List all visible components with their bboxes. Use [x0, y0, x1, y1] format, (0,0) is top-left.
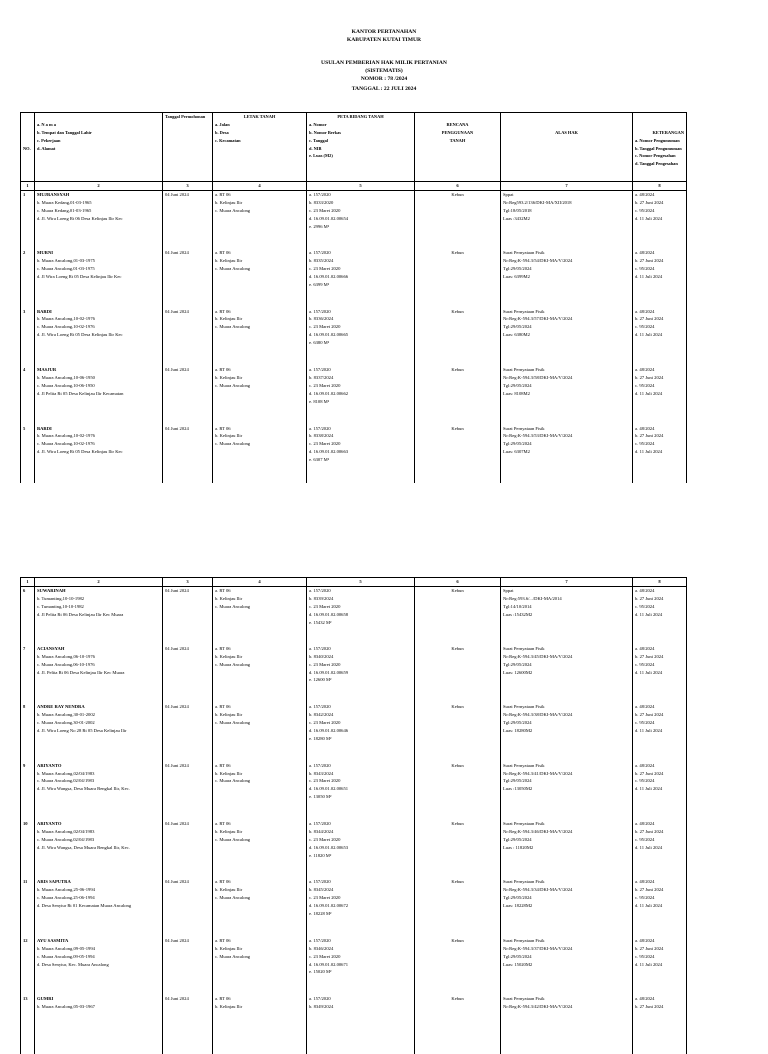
- notes-cell: a. 48/2024 b. 27 Juni 2024: [633, 995, 687, 1053]
- document-date: TANGGAL : 22 JULI 2024: [351, 86, 417, 92]
- table-row: [21, 703, 687, 761]
- table-row: [21, 587, 687, 645]
- request-date-cell: 04 Juni 2024: [163, 937, 213, 995]
- basis-cell: Surat Pernyataan Fisik Nr:Reg:K-594.3/34/DKI-MA/V/2024 Tgl:29/05/2024 Luas: 18228M2: [501, 878, 633, 936]
- proposal-table-page-1: [20, 112, 687, 483]
- table-row: [21, 425, 687, 484]
- row-number: 9: [21, 762, 35, 820]
- map-cell: a. 157/2020 b. 8335/2024 c. 23 Maret 2020 d. 16.09.01.02.00666 e. 6399 M²: [307, 249, 415, 308]
- column-number: 2: [35, 578, 163, 587]
- planned-use-cell: Kebun: [415, 703, 501, 761]
- col-request-date-header: Tanggal Permohonan: [163, 113, 213, 182]
- applicant-cell: GUMRI b. Muara Ancalong,05-03-1967: [35, 995, 163, 1053]
- proposal-table-page-2: [20, 577, 687, 1054]
- request-date-cell: 04 Juni 2024: [163, 878, 213, 936]
- notes-cell: a. 48/2024 b. 27 Juni 2024 c. 95/2024 d. 11 Juli 2024: [633, 878, 687, 936]
- applicant-name: ARIYANTO: [37, 821, 62, 827]
- table-row: [21, 366, 687, 425]
- table-row: [21, 995, 687, 1053]
- request-date-cell: 04 Juni 2024: [163, 645, 213, 703]
- applicant-cell: ANDRE RAY NENDRA b. Muara Ancalong,30-01-2002 c. Muara Ancalong,30-01-2002 d. Jl. Wira Loeng No 28 Rt 05 Desa Kelinjau Ilir: [35, 703, 163, 761]
- col-applicant-header: a. N a m a b. Tempat dan Tanggal Lahir c. Pekerjaan d. Alamat: [35, 113, 163, 182]
- column-number: 3: [163, 578, 213, 587]
- planned-use-cell: Kebun: [415, 995, 501, 1053]
- column-number: 6: [415, 182, 501, 191]
- row-number: 3: [21, 308, 35, 367]
- planned-use-cell: Kebun: [415, 425, 501, 484]
- basis-cell: Surat Pernyataan Fisik Nr:Reg:K-594.3/38/DKI-MA/V/2024 Tgl:29/05/2024 Luas: 18280M2: [501, 703, 633, 761]
- location-cell: a. RT 06 b. Kelinjau Ilir c. Muara Ancalong: [213, 820, 307, 878]
- applicant-name: AYU SASMITA: [37, 937, 69, 943]
- notes-cell: a. 48/2024 b. 27 Juni 2024 c. 95/2024 d. 11 Juli 2024: [633, 937, 687, 995]
- map-cell: a. 157/2020 b. 8346/2024 c. 23 Maret 2020 d. 16.09.01.02.00671 e. 15020 M²: [307, 937, 415, 995]
- row-number: 7: [21, 645, 35, 703]
- row-number: 1: [21, 191, 35, 250]
- column-number: 1: [21, 578, 35, 587]
- applicant-name: MURNI: [37, 250, 54, 255]
- table-row: [21, 249, 687, 308]
- table-row: [21, 937, 687, 995]
- column-number: 7: [501, 182, 633, 191]
- planned-use-cell: Kebun: [415, 308, 501, 367]
- column-number: 4: [213, 182, 307, 191]
- basis-cell: Surat Pernyataan Fisik Nr:Reg:K-594.3/37/DKI-MA/V/2024 Tgl:29/05/2024 Luas: 15020M2: [501, 937, 633, 995]
- table-row: [21, 308, 687, 367]
- applicant-name: BARDI: [37, 308, 52, 314]
- column-number-row: [21, 578, 687, 587]
- table-row: [21, 820, 687, 878]
- applicant-cell: ARIS SAPUTRA b. Muara Ancalong,25-06-1994 c. Muara Ancalong,25-06-1994 d. Desa Senyiur Rt 01 Kecamatan Muara Ancalong: [35, 878, 163, 936]
- notes-cell: a. 48/2024 b. 27 Juni 2024 c. 95/2024 d. 11 Juli 2024: [633, 703, 687, 761]
- request-date-cell: 04 Juni 2024: [163, 308, 213, 367]
- applicant-name: SUWARINAH: [37, 588, 66, 593]
- planned-use-cell: Kebun: [415, 587, 501, 645]
- applicant-cell: MASJUR b. Muara Ancalong,10-06-1950 c. Muara Ancalong,10-06-1950 d. Jl Pelita Rt 05 Desa Kelinjau Ilir Kecamatan: [35, 366, 163, 425]
- document-title: USULAN PEMBERIAN HAK MILIK PERTANIAN: [321, 60, 447, 66]
- office-name: KANTOR PERTANAHAN: [351, 29, 417, 35]
- col-planned-use-header: RENCANA PENGGUNAAN TANAH: [415, 113, 501, 182]
- planned-use-cell: Kebun: [415, 820, 501, 878]
- map-cell: a. 157/2020 b. 8344/2024 c. 23 Maret 2020 d. 16.09.01.02.00653 e. 11820 M²: [307, 820, 415, 878]
- column-number: 1: [21, 182, 35, 191]
- notes-cell: a. 48/2024 b. 27 Juni 2024 c. 95/2024 d. 11 Juli 2024: [633, 366, 687, 425]
- table-row: [21, 191, 687, 250]
- basis-cell: Surat Pernyataan Fisik Nr:Reg:K-594.3/42/DKI-MA/V/2024: [501, 995, 633, 1053]
- request-date-cell: 04 Juni 2024: [163, 191, 213, 250]
- planned-use-cell: Kebun: [415, 191, 501, 250]
- location-cell: a. RT 06 b. Kelinjau Ilir c. Muara Ancalong: [213, 308, 307, 367]
- planned-use-cell: Kebun: [415, 249, 501, 308]
- col-notes-header: KETERANGAN a. Nomor Pengumuman b. Tanggal Pengumuman c. Nomor Pengesahan d. Tanggal Pengesahan: [633, 113, 687, 182]
- row-number: 4: [21, 366, 35, 425]
- table-row: [21, 762, 687, 820]
- location-cell: a. RT 06 b. Kelinjau Ilir c. Muara Ancalong: [213, 587, 307, 645]
- document-subtitle: (SISTEMATIS): [365, 68, 403, 74]
- col-location-header: LETAK TANAH a. Jalan b. Desa c. Kecamatan: [213, 113, 307, 182]
- applicant-cell: AYU SASMITA b. Muara Ancalong,09-05-1994 c. Muara Ancalong,09-05-1994 d. Desa Senyiur, Kec. Muara Ancalong: [35, 937, 163, 995]
- row-number: 2: [21, 249, 35, 308]
- location-cell: a. RT 06 b. Kelinjau Ilir c. Muara Ancalong: [213, 249, 307, 308]
- planned-use-cell: Kebun: [415, 645, 501, 703]
- basis-cell: Surat Pernyataan Fisik Nr:Reg:K-594.3/57/DKI-MA/V/2024 Tgl:29/05/2024 Luas: 6380M2: [501, 308, 633, 367]
- column-number: 7: [501, 578, 633, 587]
- map-cell: a. 157/2020 b. 8345/2024 c. 23 Maret 2020 d. 16.09.01.02.00672 e. 18228 M²: [307, 878, 415, 936]
- notes-cell: a. 48/2024 b. 27 Juni 2024 c. 95/2024 d. 11 Juli 2024: [633, 820, 687, 878]
- applicant-cell: ARIYANTO b. Muara Ancalong,02/04/1983 c. Muara Ancalong,02/04/1983 d. Jl. Wira Wangsa, Desa Muara Bengkal Ilir, Kec.: [35, 820, 163, 878]
- location-cell: a. RT 06 b. Kelinjau Ilir c. Muara Ancalong: [213, 366, 307, 425]
- map-cell: a. 157/2020 b. 8338/2024 c. 23 Maret 2020 d. 16.09.01.02.00663 e. 6307 M²: [307, 425, 415, 484]
- row-number: 6: [21, 587, 35, 645]
- map-cell: a. 157/2020 b. 8343/2024 c. 23 Maret 2020 d. 16.09.01.02.00651 e. 13050 M²: [307, 762, 415, 820]
- applicant-cell: ARIYANTO b. Muara Ancalong,02/04/1983 c. Muara Ancalong,02/04/1983 d. Jl. Wira Wangsa, Desa Muara Bengkal Ilir, Kec.: [35, 762, 163, 820]
- applicant-name: ACIANSYAH: [37, 645, 65, 651]
- basis-cell: Surat Pernyataan Fisik Nr:Reg:K-594.3/54/DKI-MA/V/2024 Tgl:29/05/2024 Luas: 6399M2: [501, 249, 633, 308]
- basis-cell: Surat Pernyataan Fisik Nr:Reg:K-594.3/41/DKI-MA/V/2024 Tgl:29/05/2024 Luas :13050M2: [501, 762, 633, 820]
- request-date-cell: 04 Juni 2024: [163, 425, 213, 484]
- applicant-name: ARIS SAPUTRA: [37, 879, 71, 885]
- basis-cell: Sppat Nr:Reg593.2/136/DKI-MA/XII/2018 Tgl:18/05/2018 Luas :3432M2: [501, 191, 633, 250]
- basis-cell: Surat Pernyataan Fisik Nr:Reg:K-594.3/45/DKI-MA/V/2024 Tgl:29/05/2024 Luas: 12600M2: [501, 645, 633, 703]
- location-cell: a. RT 06 b. Kelinjau Ilir c. Muara Ancalong: [213, 645, 307, 703]
- map-cell: a. 157/2020 b. 8349/2024: [307, 995, 415, 1053]
- planned-use-cell: Kebun: [415, 366, 501, 425]
- applicant-cell: BARDI b. Muara Ancalong,10-02-1976 c. Muara Ancalong,10-02-1976 d. Jl. Wira Loeng Rt 05 Desa Kelinjau Ilir Kec: [35, 425, 163, 484]
- column-number: 3: [163, 182, 213, 191]
- location-cell: a. RT 06 b. Kelinjau Ilir c. Muara Ancalong: [213, 425, 307, 484]
- notes-cell: a. 48/2024 b. 27 Juni 2024 c. 95/2024 d. 11 Juli 2024: [633, 762, 687, 820]
- map-cell: a. 157/2020 b. 8337/2024 c. 23 Maret 2020 d. 16.09.01.02.00662 e. 8108 M²: [307, 366, 415, 425]
- location-cell: a. RT 06 b. Kelinjau Ilir: [213, 995, 307, 1053]
- column-number: 6: [415, 578, 501, 587]
- notes-cell: a. 48/2024 b. 27 Juni 2024 c. 95/2024 d. 11 Juli 2024: [633, 425, 687, 484]
- location-cell: a. RT 06 b. Kelinjau Ilir c. Muara Ancalong: [213, 937, 307, 995]
- col-no-header: NO.: [21, 113, 35, 182]
- col-map-header: PETA BIDANG TANAH a. Nomor b. Nomor Berkas c. Tanggal d. NIB e. Luas (M2): [307, 113, 415, 182]
- column-number: 2: [35, 182, 163, 191]
- basis-cell: Surat Pernyataan Fisik Nr:Reg:K-594.3/46/DKI-MA/V/2024 Tgl:29/05/2024 Luas : 11820M2: [501, 820, 633, 878]
- column-number: 8: [633, 182, 687, 191]
- notes-cell: a. 48/2024 b. 27 Juni 2024 c. 95/2024 d. 11 Juli 2024: [633, 308, 687, 367]
- request-date-cell: 04 Juni 2024: [163, 762, 213, 820]
- document-number: NOMOR : 78 /2024: [360, 76, 408, 82]
- map-cell: a. 157/2020 b. 8333/2020 c. 23 Maret 2020 d. 16.09.01.02.00654 e. 2996 M²: [307, 191, 415, 250]
- basis-cell: Sppat Nr:Reg:593.6/.../DKI-MA/2014 Tgl:14/10/2014 Luas :15432M2: [501, 587, 633, 645]
- applicant-name: MASJUR: [37, 367, 57, 372]
- applicant-name: BARDI: [37, 425, 52, 431]
- location-cell: a. RT 06 b. Kelinjau Ilir c. Muara Ancalong: [213, 191, 307, 250]
- row-number: 13: [21, 995, 35, 1053]
- request-date-cell: 04 Juni 2024: [163, 249, 213, 308]
- map-cell: a. 157/2020 b. 8336/2024 c. 23 Maret 2020 d. 16.09.01.02.00665 e. 6380 M²: [307, 308, 415, 367]
- basis-cell: Surat Pernyataan Fisik Nr:Reg:K-594.3/58/DKI-MA/V/2024 Tgl:29/05/2024 Luas: 8108M2: [501, 366, 633, 425]
- location-cell: a. RT 06 b. Kelinjau Ilir c. Muara Ancalong: [213, 703, 307, 761]
- request-date-cell: 04 Juni 2024: [163, 995, 213, 1053]
- applicant-cell: BARDI b. Muara Ancalong,10-02-1976 c. Muara Ancalong,10-02-1976 d. Jl. Wira Loeng Rt 05 Desa Kelinjau Ilir Kec: [35, 308, 163, 367]
- column-number: 5: [307, 578, 415, 587]
- planned-use-cell: Kebun: [415, 937, 501, 995]
- request-date-cell: 04 Juni 2024: [163, 587, 213, 645]
- map-cell: a. 157/2020 b. 8340/2024 c. 23 Maret 2020 d. 16.09.01.02.00659 e. 12600 M²: [307, 645, 415, 703]
- table-row: [21, 878, 687, 936]
- request-date-cell: 04 Juni 2024: [163, 703, 213, 761]
- column-number: 8: [633, 578, 687, 587]
- location-cell: a. RT 06 b. Kelinjau Ilir c. Muara Ancalong: [213, 878, 307, 936]
- regency-name: KABUPATEN KUTAI TIMUR: [346, 37, 422, 43]
- map-cell: a. 157/2020 b. 8342/2024 c. 23 Maret 2020 d. 16.09.01.02.00646 e. 18280 M²: [307, 703, 415, 761]
- applicant-name: ARIYANTO: [37, 762, 62, 768]
- planned-use-cell: Kebun: [415, 878, 501, 936]
- basis-cell: Surat Pernyataan Fisik Nr:Reg:K-594.3/53/DKI-MA/V/2024 Tgl:29/05/2024 Luas: 6307M2: [501, 425, 633, 484]
- column-header-row: [21, 113, 687, 182]
- column-number-row: [21, 182, 687, 191]
- notes-cell: a. 48/2024 b. 27 Juni 2024 c. 95/2024 d. 11 Juli 2024: [633, 191, 687, 250]
- request-date-cell: 04 Juni 2024: [163, 820, 213, 878]
- applicant-cell: MUJRANSYAH b. Muara Kedang,01-03-1965 c. Muara Kedang,01-03-1965 d. Jl. Wira Loeng Rt 06 Desa Kelinjau Ilir Kec: [35, 191, 163, 250]
- map-cell: a. 157/2020 b. 8339/2024 c. 23 Maret 2020 d. 16.09.01.02.00658 e. 15432 M²: [307, 587, 415, 645]
- applicant-cell: SUWARINAH b. Tumanting,10-10-1982 c. Tumanting,10-10-1982 d. Jl Pelita Rt 06 Desa Kelinjau Ilir Kec Muara: [35, 587, 163, 645]
- applicant-cell: ACIANSYAH b. Muara Ancalong,06-10-1976 c. Muara Ancalong,06-10-1976 d. Jl. Pelita Rt 06 Desa Kelinjau Ilir Kec Muara: [35, 645, 163, 703]
- column-number: 4: [213, 578, 307, 587]
- col-basis-header: ALAS HAK: [501, 113, 633, 182]
- row-number: 11: [21, 878, 35, 936]
- applicant-name: ANDRE RAY NENDRA: [37, 704, 85, 710]
- applicant-name: GUMRI: [37, 996, 54, 1002]
- column-number: 5: [307, 182, 415, 191]
- row-number: 5: [21, 425, 35, 484]
- notes-cell: a. 48/2024 b. 27 Juni 2024 c. 95/2024 d. 11 Juli 2024: [633, 587, 687, 645]
- row-number: 12: [21, 937, 35, 995]
- table-row: [21, 645, 687, 703]
- notes-cell: a. 48/2024 b. 27 Juni 2024 c. 95/2024 d. 11 Juli 2024: [633, 249, 687, 308]
- request-date-cell: 04 Juni 2024: [163, 366, 213, 425]
- row-number: 8: [21, 703, 35, 761]
- notes-cell: a. 48/2024 b. 27 Juni 2024 c. 95/2024 d. 11 Juli 2024: [633, 645, 687, 703]
- applicant-cell: MURNI b. Muara Ancalong,01-03-1975 c. Muara Ancalong,01-03-1975 d. Jl Wira Loeng Rt 05 Desa Kelinjau Ilir Kec: [35, 249, 163, 308]
- row-number: 10: [21, 820, 35, 878]
- location-cell: a. RT 06 b. Kelinjau Ilir c. Muara Ancalong: [213, 762, 307, 820]
- applicant-name: MUJRANSYAH: [37, 192, 70, 197]
- planned-use-cell: Kebun: [415, 762, 501, 820]
